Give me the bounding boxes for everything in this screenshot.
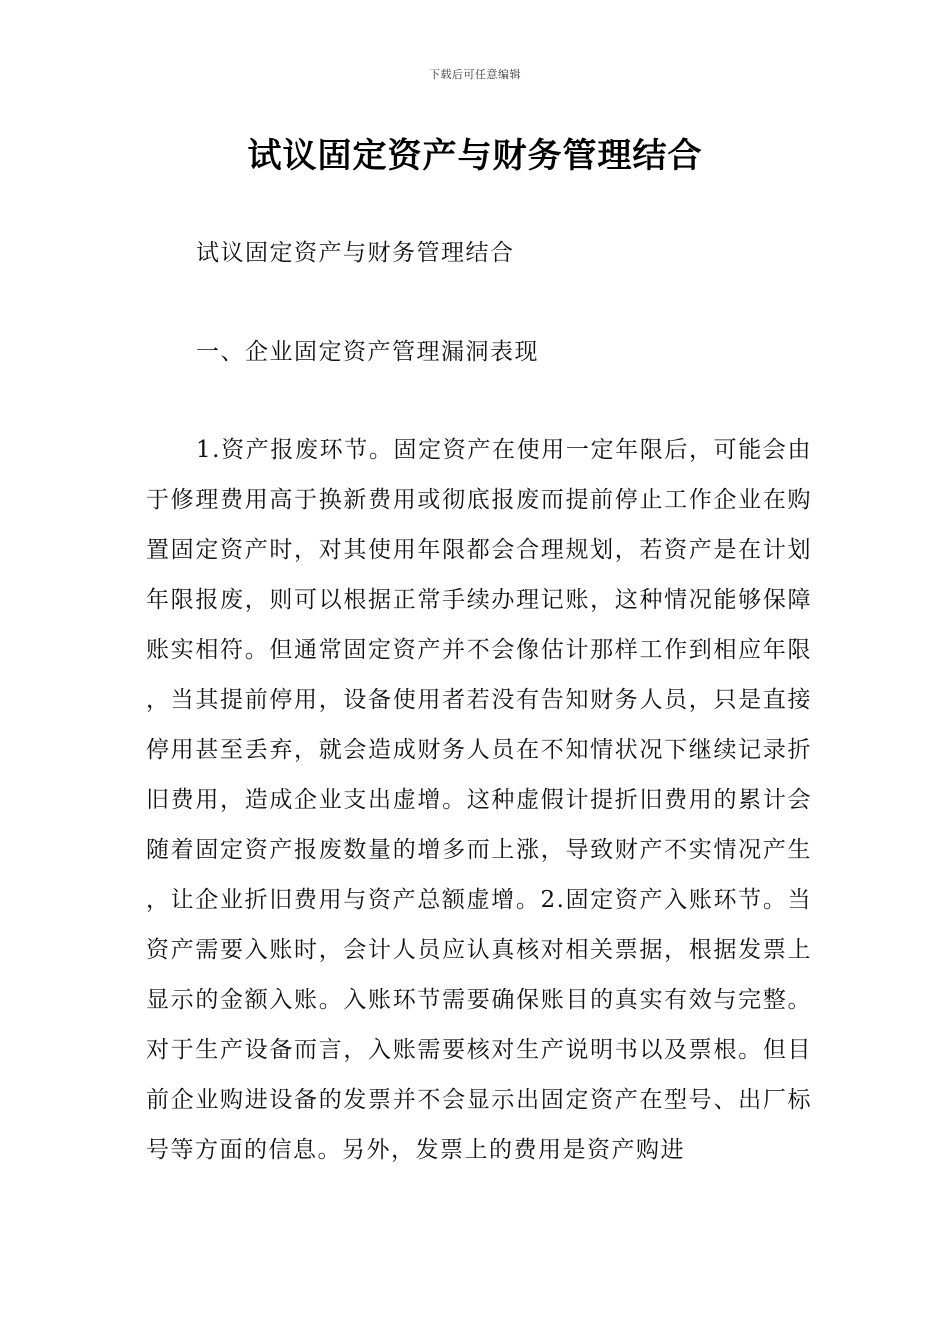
document-subtitle: 试议固定资产与财务管理结合 — [196, 240, 515, 266]
header-note: 下载后可任意编辑 — [429, 68, 521, 81]
document-title: 试议固定资产与财务管理结合 — [247, 136, 703, 176]
body-paragraph: 1.资产报废环节。固定资产在使用一定年限后，可能会由于修理费用高于换新费用或彻底报废而提前停止工作企业在购置固定资产时，对其使用年限都会合理规划，若资产是在计划年限报废，则可以根据正常手续办理记账，这种情况能够保障账实相符。但通常固定资产并不会像估计那样工作到相应年限，当其提前停用，设备使用者若没有告知财务人员，只是直接停用甚至丢弃，就会造成财务人员在不知情状况下继续记录折旧费用，造成企业支出虚增。这种虚假计提折旧费用的累计会随着固定资产报废数量的增多而上涨，导致财产不实情况产生，让企业折旧费用与资产总额虚增。2.固定资产入账环节。当资产需要入账时，会计人员应认真核对相关票据，根据发票上显示的金额入账。入账环节需要确保账目的真实有效与完整。对于生产设备而言，入账需要核对生产说明书以及票根。但目前企业购进设备的发票并不会显示出固定资产在型号、出厂标号等方面的信息。另外，发票上的费用是资产购进 — [146, 437, 812, 1163]
section-heading: 一、企业固定资产管理漏洞表现 — [196, 339, 539, 365]
